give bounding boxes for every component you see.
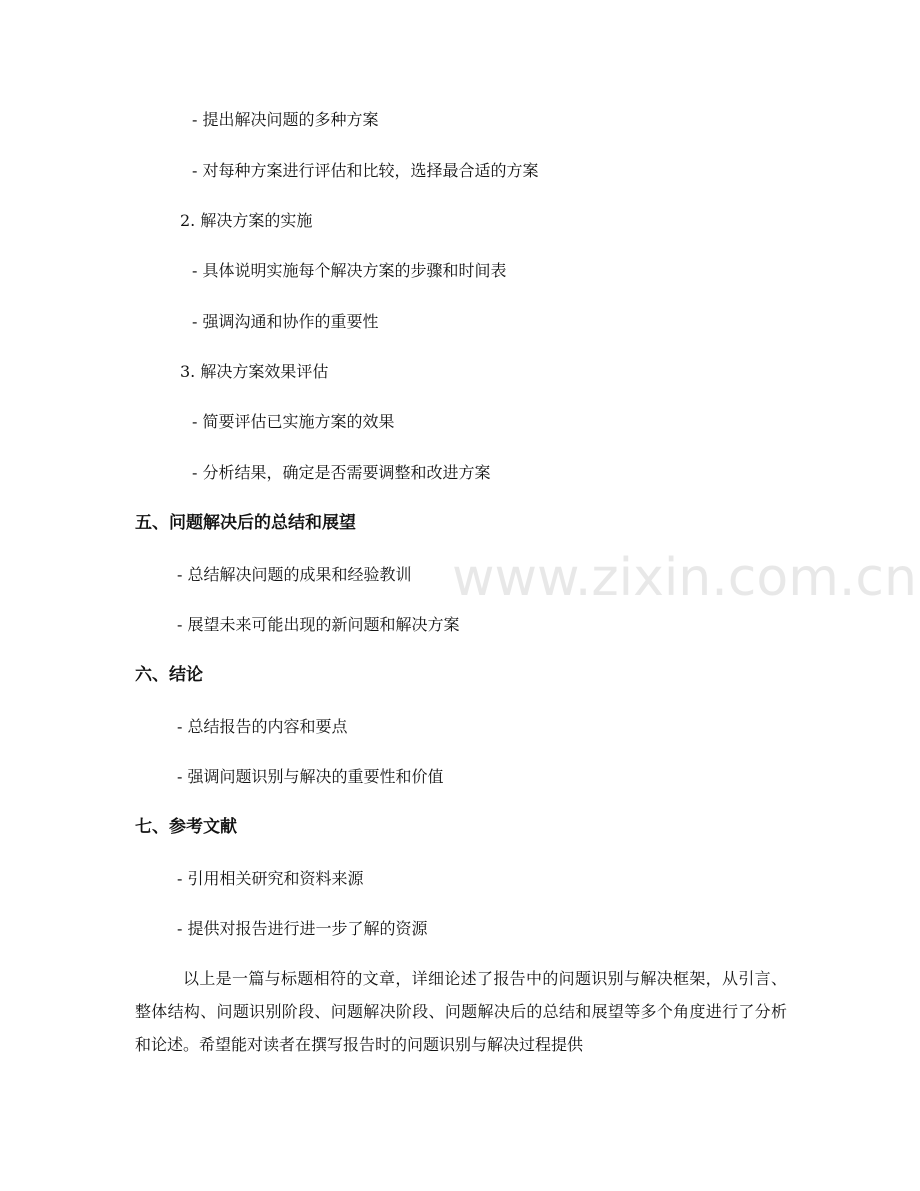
section6-bullet-2: - 强调问题识别与解决的重要性和价值 — [177, 767, 444, 786]
section4-option-sub-bullet-2: - 对每种方案进行评估和比较，选择最合适的方案 — [192, 161, 539, 180]
section4-numbered-item-2: 2. 解决方案的实施 — [180, 211, 313, 230]
section4-evaluation-sub-bullet-2: - 分析结果，确定是否需要调整和改进方案 — [192, 463, 491, 482]
section7-heading: 七、参考文献 — [135, 817, 237, 837]
section6-bullet-1: - 总结报告的内容和要点 — [177, 717, 348, 736]
section5-heading: 五、问题解决后的总结和展望 — [135, 513, 356, 533]
section7-bullet-2: - 提供对报告进行进一步了解的资源 — [177, 919, 428, 938]
watermark: www.zixin.com.cn — [452, 548, 917, 608]
section5-bullet-2: - 展望未来可能出现的新问题和解决方案 — [177, 615, 460, 634]
section6-heading: 六、结论 — [135, 665, 203, 685]
section4-numbered-item-3: 3. 解决方案效果评估 — [180, 362, 329, 381]
section7-bullet-1: - 引用相关研究和资料来源 — [177, 869, 364, 888]
section5-bullet-1: - 总结解决问题的成果和经验教训 — [177, 565, 412, 584]
section4-option-sub-bullet-1: - 提出解决问题的多种方案 — [192, 110, 379, 129]
section4-evaluation-sub-bullet-1: - 简要评估已实施方案的效果 — [192, 412, 395, 431]
section4-implementation-sub-bullet-2: - 强调沟通和协作的重要性 — [192, 312, 379, 331]
closing-paragraph: 以上是一篇与标题相符的文章，详细论述了报告中的问题识别与解决框架，从引言、整体结构、问题识别阶段、问题解决阶段、问题解决后的总结和展望等多个角度进行了分析和论述。希望能对读者在撰写报告时的问题识别与解决过程提供 — [135, 969, 787, 1054]
section4-implementation-sub-bullet-1: - 具体说明实施每个解决方案的步骤和时间表 — [192, 261, 507, 280]
